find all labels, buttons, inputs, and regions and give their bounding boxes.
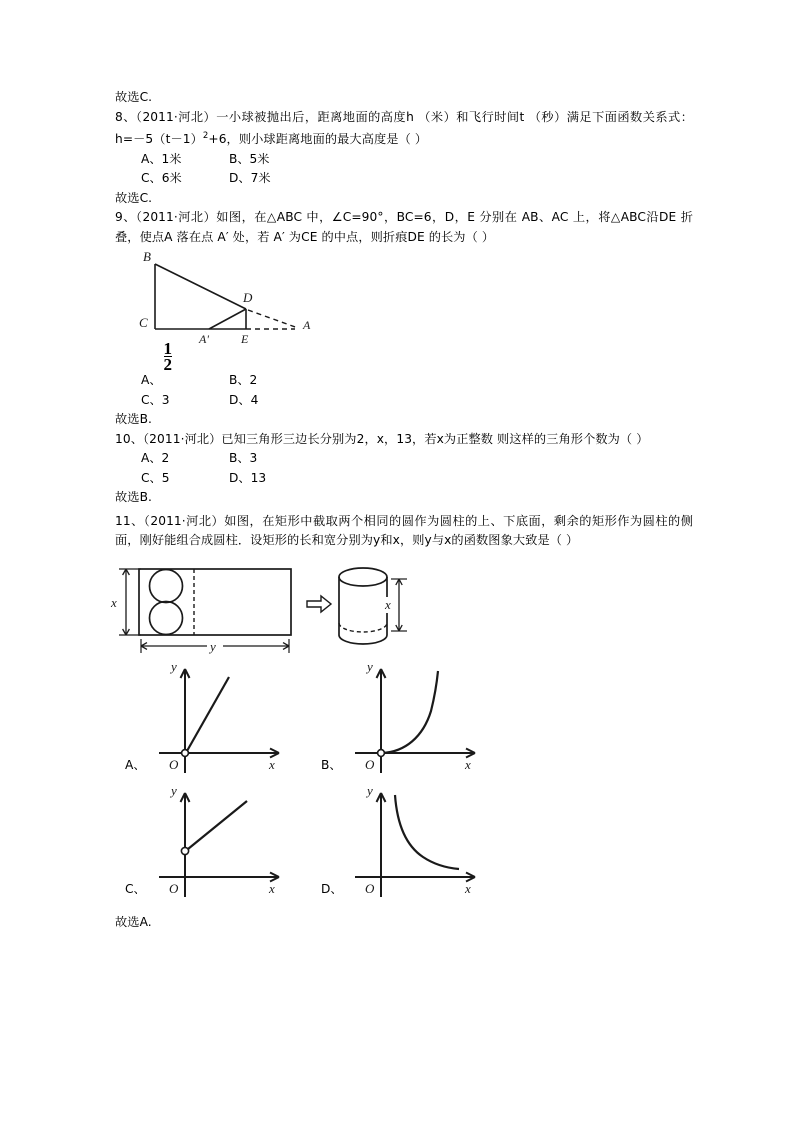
answer-line-c2: 故选C.: [115, 190, 153, 205]
rectangle-cylinder-diagram: [111, 561, 401, 661]
question-8-option-row-2: [141, 169, 693, 189]
answer-line-b1: 故选B.: [115, 412, 153, 427]
question-10-option-d[interactable]: D、13: [229, 470, 267, 485]
rect-width-label: y: [210, 638, 216, 654]
cylinder-height-label: x: [385, 596, 391, 612]
rect-height-label: x: [111, 594, 117, 610]
question-9-option-d[interactable]: D、4: [229, 392, 259, 407]
graph-options-cd: [125, 782, 537, 911]
graph-d-axis-y: y: [367, 782, 373, 798]
question-10-text: 10、（2011·河北）已知三角形三边长分别为2，x，13，若x为正整数 则这样的三角形个数为（ ）: [115, 431, 649, 446]
question-9-option-c[interactable]: C、3: [141, 392, 170, 407]
triangle-label-C: C: [139, 315, 148, 331]
question-10-option-c[interactable]: C、5: [141, 470, 170, 485]
answer-line-b2: 故选B.: [115, 490, 153, 505]
graph-d-origin: O: [365, 880, 375, 896]
fraction-numerator: 1: [163, 339, 173, 359]
question-11-graphs-row-2: [125, 782, 693, 911]
graph-c-label: C、: [125, 881, 146, 896]
question-8-option-d[interactable]: D、7米: [229, 171, 271, 186]
question-9-figure: [115, 249, 693, 349]
graph-a-axis-x: x: [269, 756, 275, 772]
question-10-options: [115, 449, 693, 488]
question-8-option-b[interactable]: B、5米: [229, 151, 270, 166]
graph-a-label: A、: [125, 757, 146, 772]
question-10-option-row-1: [141, 449, 693, 469]
question-10-option-row-2: [141, 469, 693, 489]
graph-c-origin: O: [169, 880, 179, 896]
question-8-superscript: 2: [202, 131, 209, 141]
question-11-text: 11、（2011·河北）如图，在矩形中截取两个相同的圆作为圆柱的上、下底面，剩余的矩形作为圆柱的侧面，刚好能组合成圆柱．设矩形的长和宽分别为y和x，则y与x的函数图象大致是（ ）: [115, 513, 693, 548]
graph-option-a[interactable]: [159, 659, 279, 773]
answer-line-c1: 故选C.: [115, 90, 153, 104]
question-9-option-a[interactable]: [141, 339, 229, 391]
question-11-graphs-row-1: [125, 658, 693, 787]
question-8-option-row-1: [141, 150, 693, 170]
graph-c-axis-y: y: [171, 782, 177, 798]
triangle-fold-diagram: [115, 249, 445, 349]
triangle-label-A-prime: A': [199, 332, 209, 347]
graph-a-origin: O: [169, 756, 179, 772]
triangle-label-D: D: [243, 290, 253, 306]
question-8-text: [115, 108, 693, 150]
question-8-prefix: 8、（2011·河北）一小球被抛出后，距离地面的高度h （米）和飞行时间t （秒）满足下面函数关系式：h=－5（t－1）: [115, 109, 693, 147]
question-11-figure: [111, 561, 693, 661]
graph-b-origin: O: [365, 756, 375, 772]
question-9-option-row-2: [141, 391, 693, 411]
graph-a-axis-y: y: [171, 658, 177, 674]
question-10-option-a[interactable]: A、2: [141, 451, 170, 466]
question-9-option-a-label: A、: [141, 373, 162, 388]
question-8-option-a[interactable]: A、1米: [141, 151, 182, 166]
question-9-text: 9、（2011·河北）如图，在△ABC 中，∠C=90°，BC=6，D，E 分别在 AB、AC 上，将△ABC沿DE 折叠，使点A 落在点 A′ 处，若 A′ 为CE 的中点，则折痕DE 的长为（ ）: [115, 210, 693, 244]
graph-c-axis-x: x: [269, 880, 275, 896]
question-10-option-b[interactable]: B、3: [229, 451, 258, 466]
graph-b-axis-y: y: [367, 658, 373, 674]
question-8-options: [115, 150, 693, 189]
graph-option-c[interactable]: [159, 783, 279, 897]
graph-option-b[interactable]: [355, 659, 475, 773]
question-9-option-row-1: [141, 339, 693, 391]
question-9-options: [115, 339, 693, 410]
document-content: [111, 88, 693, 932]
question-8-suffix: +6，则小球距离地面的最大高度是（ ）: [208, 132, 428, 147]
graph-options-ab: [125, 658, 537, 787]
triangle-label-A: A: [303, 318, 311, 333]
graph-option-d[interactable]: [355, 783, 475, 897]
fraction-one-half: [163, 339, 173, 375]
question-8-option-c[interactable]: C、6米: [141, 171, 182, 186]
triangle-label-B: B: [143, 249, 151, 265]
question-9-option-b[interactable]: B、2: [229, 373, 258, 388]
fraction-denominator: 2: [163, 355, 173, 375]
triangle-label-E: E: [241, 332, 249, 347]
graph-b-label: B、: [321, 757, 342, 772]
graph-d-axis-x: x: [465, 880, 471, 896]
answer-line-a1: 故选A.: [115, 914, 152, 929]
graph-b-axis-x: x: [465, 756, 471, 772]
graph-d-label: D、: [321, 881, 343, 896]
